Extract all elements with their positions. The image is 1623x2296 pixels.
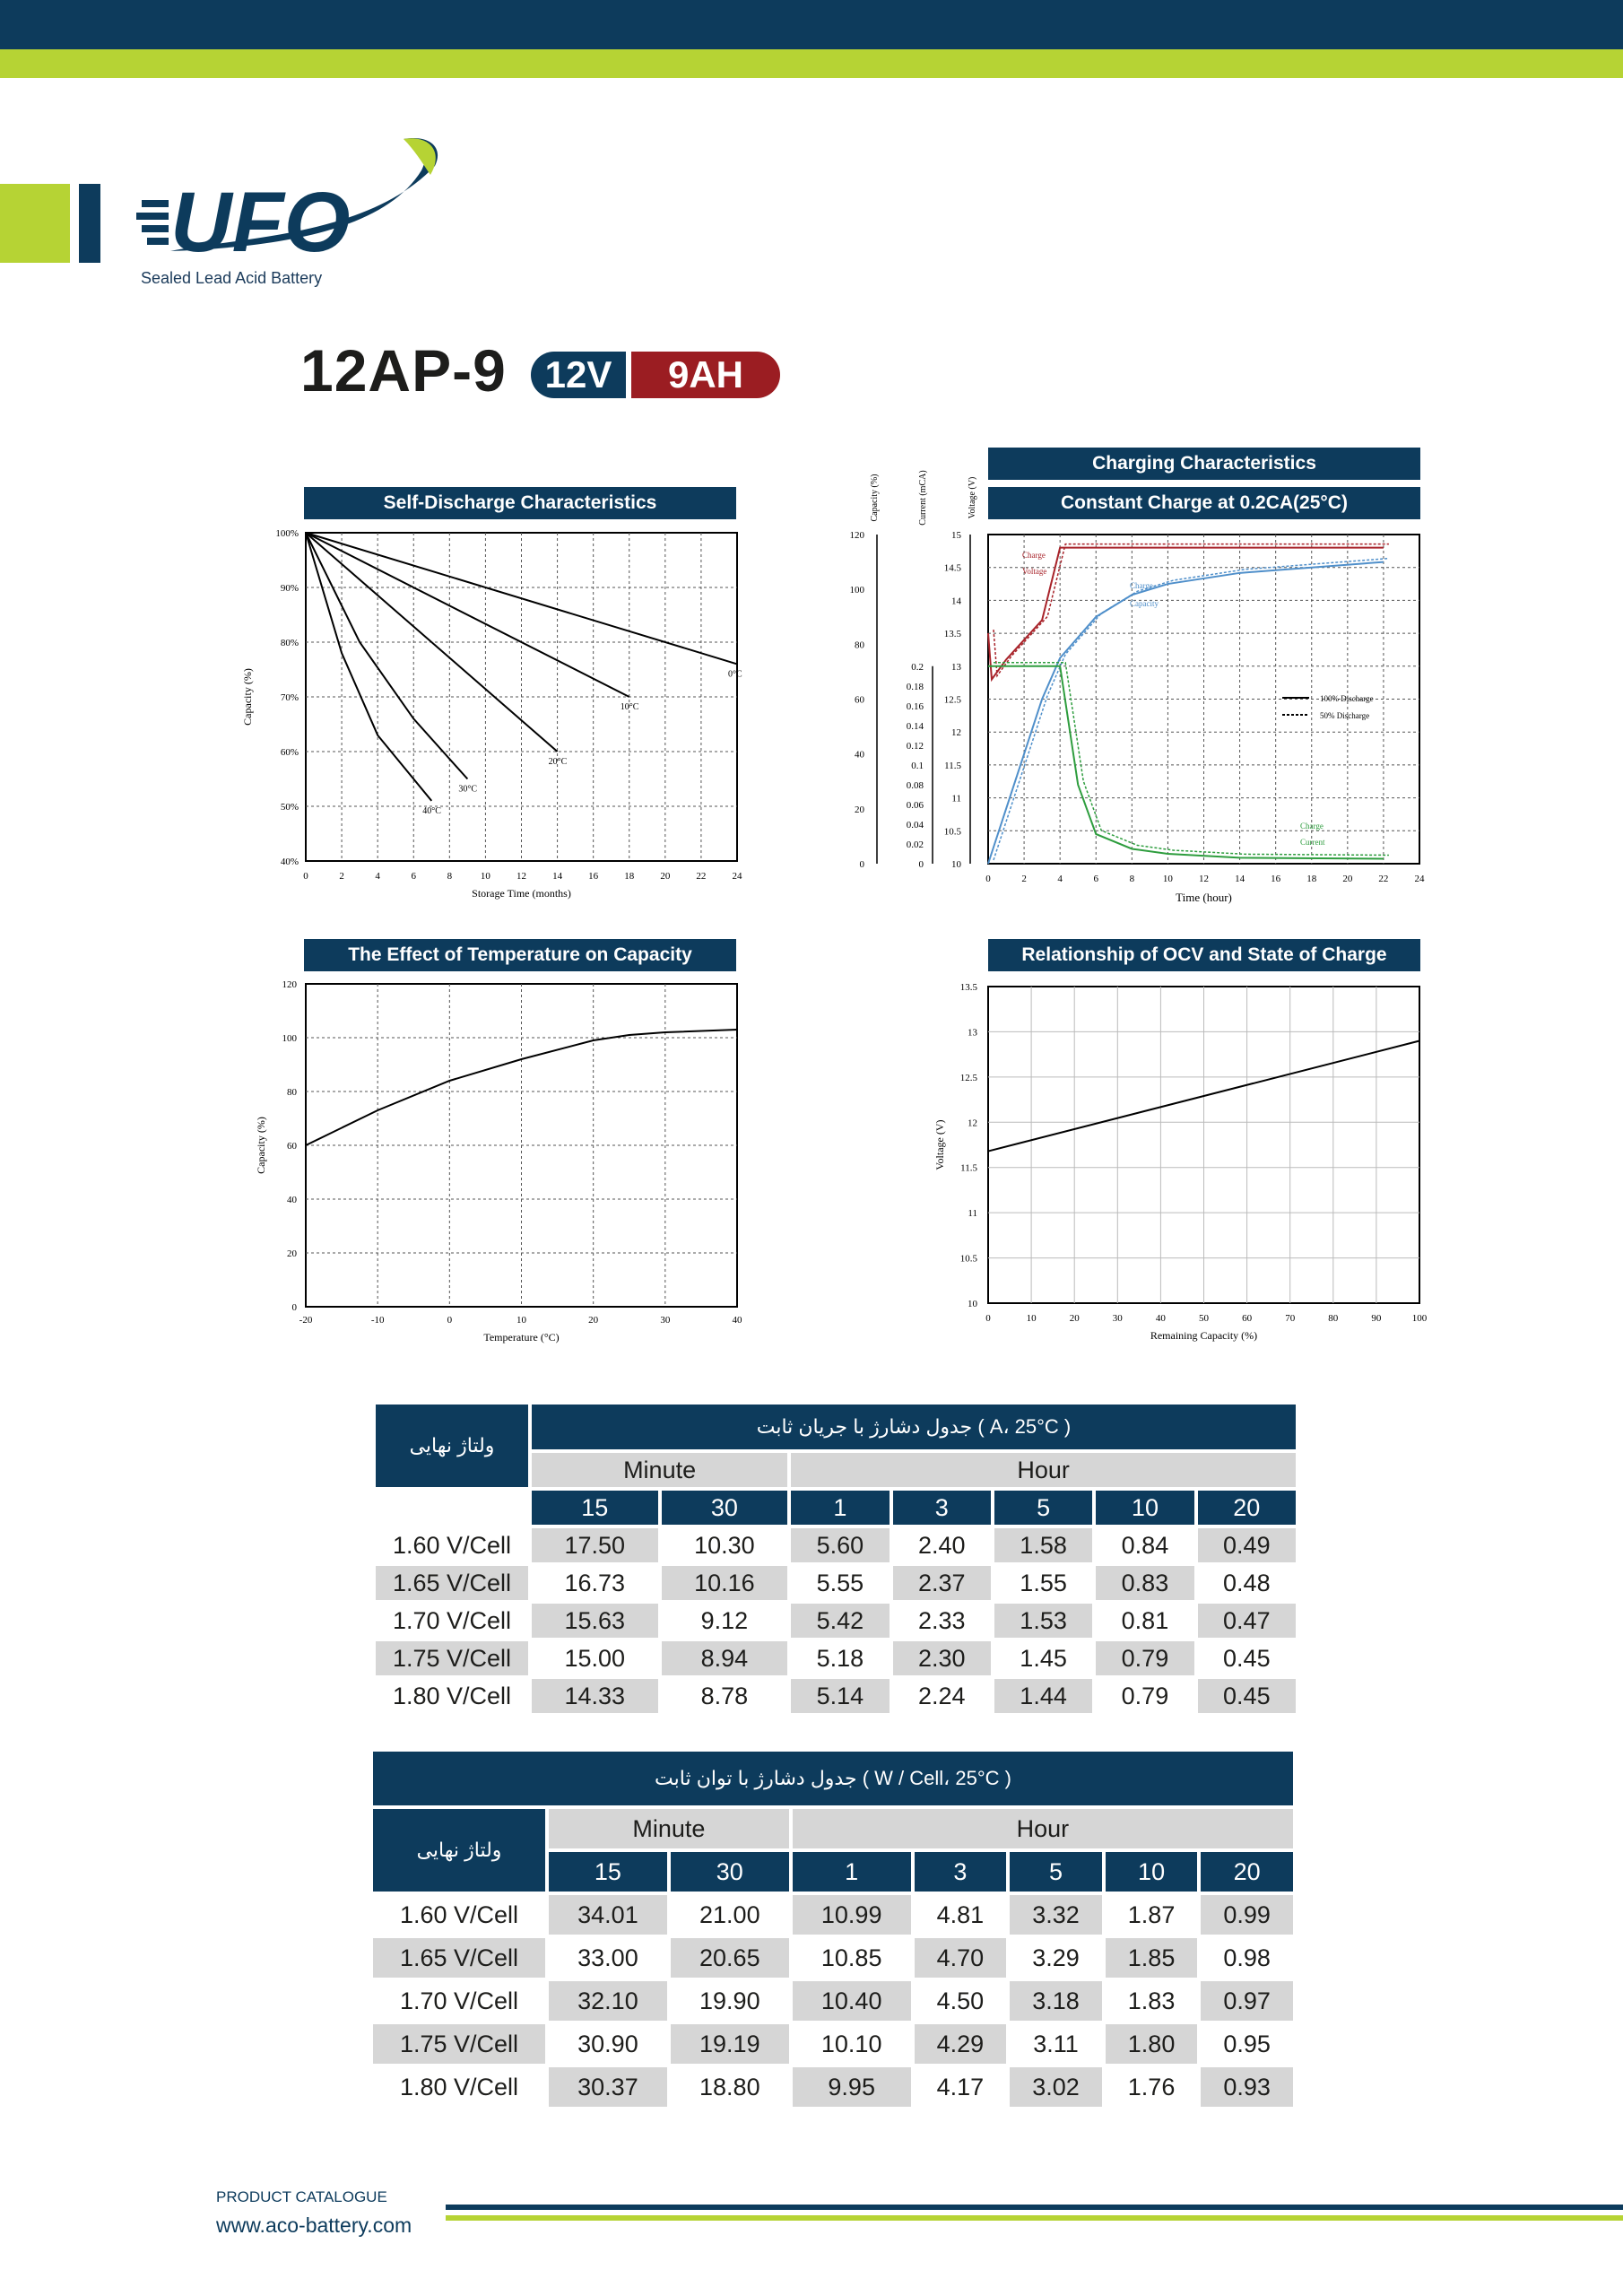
ch-v-y-tick: 13.5	[943, 629, 961, 640]
table2-hour-header: Hour	[793, 1809, 1293, 1848]
ch-x-tick: 24	[1414, 874, 1425, 884]
ch-x-tick: 8	[1129, 874, 1135, 884]
ch-v-y-tick: 11.5	[944, 760, 961, 771]
table-cell: 16.73	[532, 1566, 658, 1600]
table-cell: 2.30	[893, 1641, 991, 1675]
sd-x-label: Storage Time (months)	[472, 887, 571, 900]
table-cell: 3.32	[1010, 1895, 1102, 1935]
table-cell: 5.18	[791, 1641, 889, 1675]
ocv-y-tick: 10.5	[959, 1253, 977, 1265]
table-cell: 2.33	[893, 1604, 991, 1638]
table1-minute-header: Minute	[532, 1453, 787, 1487]
ch-v-y-tick: 12	[951, 727, 961, 739]
table-cell: 0.81	[1096, 1604, 1193, 1638]
table-cell: 1.80	[1106, 2024, 1198, 2064]
column-header: 15	[549, 1852, 667, 1892]
table-cell: 34.01	[549, 1895, 667, 1935]
self-discharge-title: Self-Discharge Characteristics	[304, 487, 736, 519]
ocv-x-tick: 100	[1411, 1313, 1428, 1324]
table-cell: 0.79	[1096, 1641, 1193, 1675]
ch-v-y-tick: 15	[951, 530, 961, 541]
ocv-y-tick: 13.5	[959, 982, 977, 993]
ch-x-tick: 14	[1235, 874, 1245, 884]
table-cell: 30.37	[549, 2067, 667, 2107]
table-cell: 1.76	[1106, 2067, 1198, 2107]
table-cell: 5.60	[791, 1528, 889, 1562]
sd-y-label: Capacity (%)	[241, 668, 254, 726]
ch-x-tick: 18	[1306, 874, 1317, 884]
table-cell: 0.79	[1096, 1679, 1193, 1713]
temperature-title: The Effect of Temperature on Capacity	[304, 939, 736, 971]
table-cell: 1.87	[1106, 1895, 1198, 1935]
table-row	[373, 1895, 1293, 1935]
row-label: 1.70 V/Cell	[376, 1604, 528, 1638]
table-row	[373, 2067, 1293, 2107]
table-cell: 32.10	[549, 1981, 667, 2021]
ch-x-tick: 10	[1162, 874, 1173, 884]
ch-x-tick: 20	[1342, 874, 1353, 884]
ch-current-tick: 0.06	[906, 799, 924, 811]
ch-x-tick: 22	[1378, 874, 1389, 884]
row-label: 1.80 V/Cell	[376, 1679, 528, 1713]
sd-series-label: 0°C	[728, 669, 742, 680]
tc-x-tick: 10	[516, 1315, 526, 1326]
table2-row-header: ولتاژ نهایی	[373, 1809, 545, 1892]
constant-power-table	[369, 1748, 1297, 2110]
ch-legend-100: 100% Discharge	[1320, 694, 1374, 703]
ocv-x-label: Remaining Capacity (%)	[1150, 1329, 1258, 1342]
capacity-badge: 9AH	[631, 352, 780, 398]
ch-current-tick: 0.2	[911, 661, 924, 673]
sd-x-tick: 2	[339, 871, 344, 882]
table-cell: 2.37	[893, 1566, 991, 1600]
table-cell: 4.17	[915, 2067, 1007, 2107]
tc-y-tick: 60	[287, 1141, 297, 1152]
table-cell: 21.00	[671, 1895, 789, 1935]
table-cell: 1.45	[994, 1641, 1092, 1675]
row-label: 1.65 V/Cell	[373, 1938, 545, 1978]
row-label: 1.80 V/Cell	[373, 2067, 545, 2107]
tc-x-tick: 30	[660, 1315, 671, 1326]
table-cell: 4.29	[915, 2024, 1007, 2064]
tc-x-label: Temperature (°C)	[483, 1331, 560, 1344]
column-header: 30	[671, 1852, 789, 1892]
table-cell: 10.10	[793, 2024, 911, 2064]
table-cell: 0.95	[1201, 2024, 1293, 2064]
product-model: 12AP-9	[300, 337, 507, 404]
sd-x-tick: 6	[411, 871, 416, 882]
table-cell: 2.40	[893, 1528, 991, 1562]
ocv-title: Relationship of OCV and State of Charge	[988, 939, 1420, 971]
voltage-badge: 12V	[531, 352, 626, 398]
ch-capacity-tick: 60	[855, 694, 864, 706]
table-cell: 2.24	[893, 1679, 991, 1713]
table-cell: 33.00	[549, 1938, 667, 1978]
table-cell: 8.78	[662, 1679, 788, 1713]
sd-x-tick: 14	[552, 871, 563, 882]
row-label: 1.60 V/Cell	[373, 1895, 545, 1935]
ch-current-tick: 0.08	[906, 779, 924, 791]
table-cell: 17.50	[532, 1528, 658, 1562]
column-header: 15	[532, 1491, 658, 1525]
ch-capacity-tick: 120	[849, 530, 864, 541]
ch-current-tick: 0.16	[906, 700, 924, 712]
row-label: 1.65 V/Cell	[376, 1566, 528, 1600]
row-label: 1.75 V/Cell	[373, 2024, 545, 2064]
sd-x-tick: 22	[696, 871, 707, 882]
ch-capacity-tick: 20	[855, 804, 864, 815]
table-cell: 0.93	[1201, 2067, 1293, 2107]
ch-capacity-tick: 100	[849, 585, 864, 596]
table-cell: 19.90	[671, 1981, 789, 2021]
table2-title: جدول دشارژ با توان ثابت ( W / Cell، 25°C )	[373, 1752, 1293, 1805]
table-row	[373, 1981, 1293, 2021]
table-cell: 5.14	[791, 1679, 889, 1713]
ch-x-label: Time (hour)	[1176, 891, 1232, 904]
sd-x-tick: 20	[660, 871, 671, 882]
table-cell: 3.29	[1010, 1938, 1102, 1978]
tc-x-tick: 40	[732, 1315, 742, 1326]
sd-x-tick: 12	[516, 871, 526, 882]
table-cell: 20.65	[671, 1938, 789, 1978]
table-row	[376, 1566, 1296, 1600]
ch-x-tick: 2	[1021, 874, 1027, 884]
brand-tagline: Sealed Lead Acid Battery	[141, 269, 323, 287]
table-cell: 10.16	[662, 1566, 788, 1600]
ch-current-tick: 0.04	[906, 819, 924, 831]
table-cell: 0.83	[1096, 1566, 1193, 1600]
column-header: 1	[791, 1491, 889, 1525]
table-cell: 0.47	[1198, 1604, 1296, 1638]
table-row	[376, 1528, 1296, 1562]
ocv-x-tick: 10	[1026, 1313, 1037, 1324]
ocv-x-tick: 80	[1328, 1313, 1339, 1324]
ch-current-tick: 0	[918, 859, 924, 870]
sd-series-label: 10°C	[620, 702, 639, 712]
sd-series-line	[306, 533, 467, 779]
tc-x-tick: 0	[447, 1315, 453, 1326]
sd-series-line	[306, 533, 737, 664]
tc-y-tick: 120	[282, 979, 297, 990]
table-cell: 3.18	[1010, 1981, 1102, 2021]
ocv-x-tick: 90	[1371, 1313, 1382, 1324]
charging-title: Charging Characteristics	[988, 448, 1420, 480]
table2-minute-header: Minute	[549, 1809, 789, 1848]
table-cell: 0.48	[1198, 1566, 1296, 1600]
table-cell: 3.02	[1010, 2067, 1102, 2107]
ch-anno-voltage: Voltage	[1022, 567, 1047, 576]
ch-v-y-tick: 14.5	[943, 562, 961, 574]
tc-y-label: Capacity (%)	[255, 1117, 267, 1174]
table-cell: 15.63	[532, 1604, 658, 1638]
table-cell: 1.58	[994, 1528, 1092, 1562]
sd-x-tick: 4	[375, 871, 380, 882]
ch-current-label: Current (mCA)	[918, 470, 928, 526]
sd-y-tick: 80%	[280, 638, 299, 648]
table-cell: 0.98	[1201, 1938, 1293, 1978]
ch-anno-capacity: Capacity	[1130, 599, 1159, 608]
ch-v-y-tick: 10.5	[943, 826, 961, 838]
ocv-y-tick: 11.5	[960, 1162, 977, 1174]
ocv-y-tick: 10	[968, 1299, 977, 1309]
table-cell: 4.70	[915, 1938, 1007, 1978]
ch-current-tick: 0.18	[906, 681, 924, 692]
sd-series-label: 30°C	[458, 784, 478, 795]
ch-current-tick: 0.1	[911, 760, 924, 771]
tc-y-tick: 0	[291, 1302, 297, 1313]
sd-x-tick: 24	[732, 871, 742, 882]
table-cell: 14.33	[532, 1679, 658, 1713]
ch-anno-charge: Charge	[1022, 551, 1046, 560]
ch-x-tick: 6	[1093, 874, 1098, 884]
column-header: 5	[1010, 1852, 1102, 1892]
column-header: 10	[1106, 1852, 1198, 1892]
ocv-y-tick: 11	[968, 1208, 977, 1220]
ch-anno-current: Current	[1300, 838, 1325, 847]
ch-series-dashed	[994, 663, 1389, 856]
row-label: 1.70 V/Cell	[373, 1981, 545, 2021]
table-row	[376, 1604, 1296, 1638]
table-cell: 19.19	[671, 2024, 789, 2064]
ch-capacity-tick: 0	[859, 859, 864, 870]
table-cell: 5.55	[791, 1566, 889, 1600]
ch-capacity-label: Capacity (%)	[870, 474, 880, 522]
table-cell: 10.40	[793, 1981, 911, 2021]
column-header: 20	[1201, 1852, 1293, 1892]
tc-y-tick: 100	[282, 1033, 297, 1044]
table1-title: جدول دشارژ با جریان ثابت ( A، 25°C )	[532, 1405, 1296, 1449]
sd-y-tick: 100%	[275, 528, 299, 539]
ch-current-tick: 0.12	[906, 740, 924, 752]
table-cell: 3.11	[1010, 2024, 1102, 2064]
ocv-y-label: Voltage (V)	[933, 1119, 946, 1170]
column-header: 3	[893, 1491, 991, 1525]
table-cell: 1.53	[994, 1604, 1092, 1638]
ocv-x-tick: 20	[1069, 1313, 1080, 1324]
tc-y-tick: 40	[287, 1195, 297, 1205]
ch-voltage-label: Voltage (V)	[968, 476, 977, 519]
table-row	[376, 1679, 1296, 1713]
table-spacer	[376, 1491, 528, 1525]
ch-v-y-tick: 13	[951, 661, 961, 673]
sd-series-label: 40°C	[422, 805, 441, 816]
footer-navy-line	[446, 2205, 1623, 2210]
ch-v-y-tick: 11	[951, 793, 961, 804]
sd-x-tick: 18	[624, 871, 635, 882]
ch-v-y-tick: 12.5	[943, 694, 961, 706]
ocv-x-tick: 0	[985, 1313, 991, 1324]
table-cell: 1.44	[994, 1679, 1092, 1713]
ocv-y-tick: 12	[968, 1118, 977, 1129]
column-header: 30	[662, 1491, 788, 1525]
ch-anno-charge2: Charge	[1130, 581, 1153, 590]
table-cell: 9.95	[793, 2067, 911, 2107]
sd-x-tick: 10	[480, 871, 490, 882]
table-cell: 5.42	[791, 1604, 889, 1638]
tc-x-tick: 20	[588, 1315, 599, 1326]
table-cell: 0.84	[1096, 1528, 1193, 1562]
sd-y-tick: 90%	[280, 583, 299, 594]
charging-subtitle: Constant Charge at 0.2CA(25°C)	[988, 487, 1420, 519]
ch-capacity-tick: 40	[855, 749, 864, 761]
ocv-x-tick: 70	[1285, 1313, 1296, 1324]
ch-series-dashed	[994, 544, 1389, 676]
column-header: 10	[1096, 1491, 1193, 1525]
sd-x-tick: 8	[447, 871, 453, 882]
sd-y-tick: 60%	[280, 747, 299, 758]
footer-green-line	[446, 2215, 1623, 2221]
ch-legend-50: 50% Discharge	[1320, 711, 1370, 720]
ocv-y-tick: 12.5	[959, 1072, 977, 1083]
ocv-x-tick: 60	[1242, 1313, 1253, 1324]
table-cell: 8.94	[662, 1641, 788, 1675]
ocv-x-tick: 50	[1199, 1313, 1209, 1324]
sd-x-tick: 0	[303, 871, 308, 882]
row-label: 1.60 V/Cell	[376, 1528, 528, 1562]
table-cell: 30.90	[549, 2024, 667, 2064]
table-row	[376, 1641, 1296, 1675]
table-cell: 0.49	[1198, 1528, 1296, 1562]
tc-x-tick: -10	[370, 1315, 385, 1326]
table-cell: 9.12	[662, 1604, 788, 1638]
table-row	[373, 1938, 1293, 1978]
constant-current-table	[372, 1401, 1299, 1717]
table1-row-header: ولتاژ نهایی	[376, 1405, 528, 1487]
logo-text: UFO	[170, 175, 351, 270]
ocv-x-tick: 40	[1155, 1313, 1166, 1324]
table-cell: 0.45	[1198, 1641, 1296, 1675]
column-header: 3	[915, 1852, 1007, 1892]
table-cell: 18.80	[671, 2067, 789, 2107]
table-row	[373, 2024, 1293, 2064]
sd-y-tick: 40%	[280, 857, 299, 867]
ch-series-dashed	[994, 559, 1389, 860]
ch-v-y-tick: 10	[951, 859, 961, 870]
ch-x-tick: 16	[1271, 874, 1281, 884]
sd-y-tick: 50%	[280, 802, 299, 813]
ocv-x-tick: 30	[1112, 1313, 1123, 1324]
table1-hour-header: Hour	[791, 1453, 1296, 1487]
tc-y-tick: 80	[287, 1087, 297, 1098]
table-cell: 0.45	[1198, 1679, 1296, 1713]
ch-v-y-tick: 14	[951, 596, 961, 607]
table-cell: 1.83	[1106, 1981, 1198, 2021]
footer-catalogue: PRODUCT CATALOGUE	[216, 2188, 387, 2205]
table-cell: 0.99	[1201, 1895, 1293, 1935]
row-label: 1.75 V/Cell	[376, 1641, 528, 1675]
table-cell: 4.81	[915, 1895, 1007, 1935]
ocv-y-tick: 13	[968, 1027, 977, 1039]
footer-website[interactable]: www.aco-battery.com	[216, 2213, 412, 2237]
table-cell: 1.55	[994, 1566, 1092, 1600]
table-cell: 0.97	[1201, 1981, 1293, 2021]
table-cell: 10.99	[793, 1895, 911, 1935]
ch-x-tick: 12	[1199, 874, 1209, 884]
tc-x-tick: -20	[299, 1315, 313, 1326]
column-header: 5	[994, 1491, 1092, 1525]
column-header: 20	[1198, 1491, 1296, 1525]
ch-anno-charge3: Charge	[1300, 822, 1324, 831]
ch-x-tick: 4	[1057, 874, 1063, 884]
table-cell: 10.85	[793, 1938, 911, 1978]
ch-current-tick: 0.02	[906, 839, 924, 850]
table-cell: 1.85	[1106, 1938, 1198, 1978]
sd-series-label: 20°C	[548, 757, 568, 767]
ch-x-tick: 0	[985, 874, 991, 884]
sd-x-tick: 16	[588, 871, 599, 882]
table-cell: 10.30	[662, 1528, 788, 1562]
sd-y-tick: 70%	[280, 692, 299, 703]
ch-current-tick: 0.14	[906, 720, 924, 732]
table-cell: 15.00	[532, 1641, 658, 1675]
column-header: 1	[793, 1852, 911, 1892]
table-cell: 4.50	[915, 1981, 1007, 2021]
tc-y-tick: 20	[287, 1248, 297, 1259]
ch-capacity-tick: 80	[855, 639, 864, 651]
